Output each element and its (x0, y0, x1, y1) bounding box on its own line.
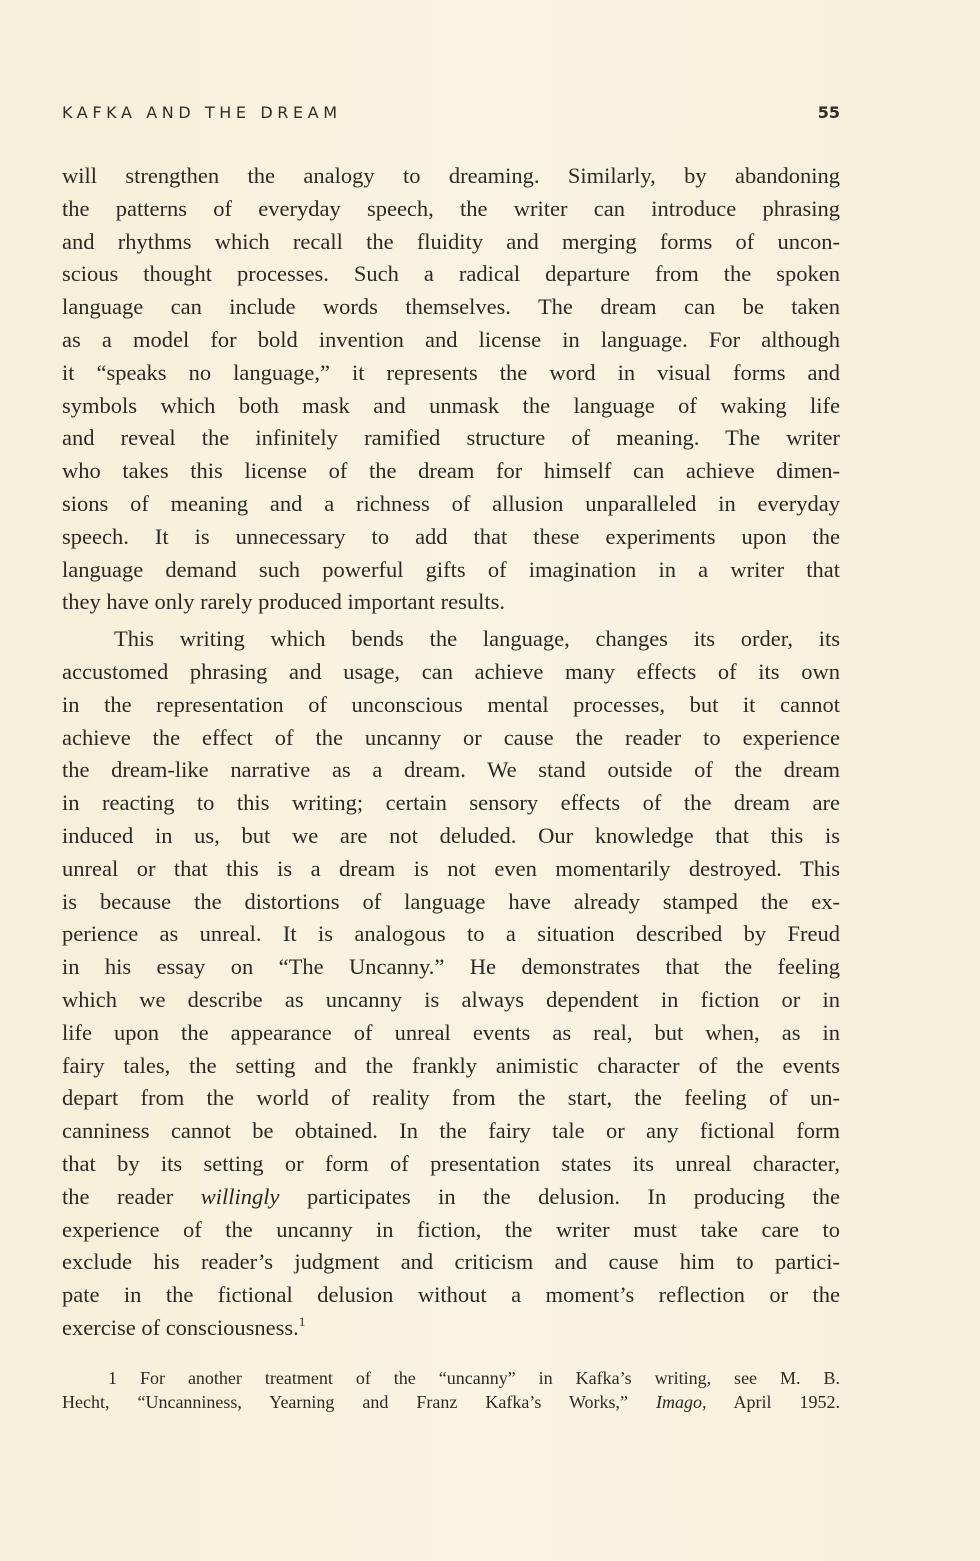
text-line: perience as unreal. It is analogous to a situation described by Freud (62, 921, 840, 947)
text-line: who takes this license of the dream for himself can achieve dimen- (62, 458, 840, 484)
text-line: pate in the fictional delusion without a moment’s reflection or the (62, 1282, 840, 1308)
page-number: 55 (817, 103, 840, 122)
text-line: as a model for bold invention and license in language. For although (62, 326, 840, 352)
footnote-reference[interactable]: 1 (298, 1313, 306, 1329)
text-line: and reveal the infinitely ramified structure of meaning. The writer (62, 425, 840, 451)
paragraph-2 (62, 623, 840, 1181)
text-line: is because the distortions of language have already stamped the ex- (62, 888, 840, 914)
journal-title: Imago, (656, 1392, 707, 1412)
text-line: the patterns of everyday speech, the writer can introduce phrasing (62, 195, 840, 221)
text-segment: participates in the delusion. In producing the (279, 1183, 840, 1209)
text-line: they have only rarely produced important results. (62, 589, 505, 615)
footnote-line (62, 1390, 840, 1414)
text-line: unreal or that this is a dream is not even momentarily destroyed. This (62, 855, 840, 881)
text-segment: Hecht, “Uncanniness, Yearning and Franz Kafka’s Works,” (62, 1392, 657, 1412)
text-line: scious thought processes. Such a radical departure from the spoken (62, 261, 840, 287)
text-line: symbols which both mask and unmask the language of waking life (62, 392, 840, 418)
text-line: canniness cannot be obtained. In the fairy tale or any fictional form (62, 1118, 840, 1144)
running-title: KAFKA AND THE DREAM (62, 103, 342, 122)
text-segment: April 1952. (706, 1392, 840, 1412)
text-line: that by its setting or form of presentation states its unreal character, (62, 1150, 840, 1176)
paragraph-2-end (62, 1214, 840, 1312)
text-line: This writing which bends the language, changes its order, its (114, 626, 840, 652)
text-line: language can include words themselves. The dream can be taken (62, 294, 840, 320)
text-line: speech. It is unnecessary to add that these experiments upon the (62, 523, 840, 549)
text-line: in reacting to this writing; certain sensory effects of the dream are (62, 790, 840, 816)
text-line (62, 1181, 840, 1214)
text-line: induced in us, but we are not deluded. Our knowledge that this is (62, 822, 840, 848)
page-header (62, 103, 840, 129)
text-line: exclude his reader’s judgment and criticism and cause him to partici- (62, 1249, 840, 1275)
text-line: achieve the effect of the uncanny or cause the reader to experience (62, 724, 840, 750)
text-line: sions of meaning and a richness of allusion unparalleled in everyday (62, 490, 840, 516)
text-line: life upon the appearance of unreal events as real, but when, as in (62, 1019, 840, 1045)
body-text (62, 160, 840, 1345)
text-line: and rhythms which recall the fluidity and merging forms of uncon- (62, 228, 840, 254)
text-line: accustomed phrasing and usage, can achieve many effects of its own (62, 658, 840, 684)
text-line: will strengthen the analogy to dreaming. Similarly, by abandoning (62, 163, 840, 188)
text-line: fairy tales, the setting and the frankly animistic character of the events (62, 1052, 840, 1078)
paragraph-1 (62, 160, 840, 619)
emphasis-willingly: willingly (200, 1183, 280, 1209)
text-line: it “speaks no language,” it represents the word in visual forms and (62, 359, 840, 385)
text-line: language demand such powerful gifts of imagination in a writer that (62, 556, 840, 582)
text-line: which we describe as uncanny is always dependent in fiction or in (62, 986, 840, 1012)
text-line: in the representation of unconscious mental processes, but it cannot (62, 691, 840, 717)
text-segment: exercise of consciousness. (62, 1314, 299, 1340)
text-segment: the reader (62, 1183, 201, 1209)
text-line: depart from the world of reality from the start, the feeling of un- (62, 1085, 840, 1111)
text-line: the dream-like narrative as a dream. We stand outside of the dream (62, 757, 840, 783)
text-line (62, 1312, 840, 1345)
footnotes (62, 1366, 840, 1414)
text-line: experience of the uncanny in fiction, the writer must take care to (62, 1216, 840, 1242)
footnote-line: 1 For another treatment of the “uncanny” in Kafka’s writing, see M. B. (108, 1368, 840, 1388)
text-line: in his essay on “The Uncanny.” He demonstrates that the feeling (62, 954, 840, 980)
